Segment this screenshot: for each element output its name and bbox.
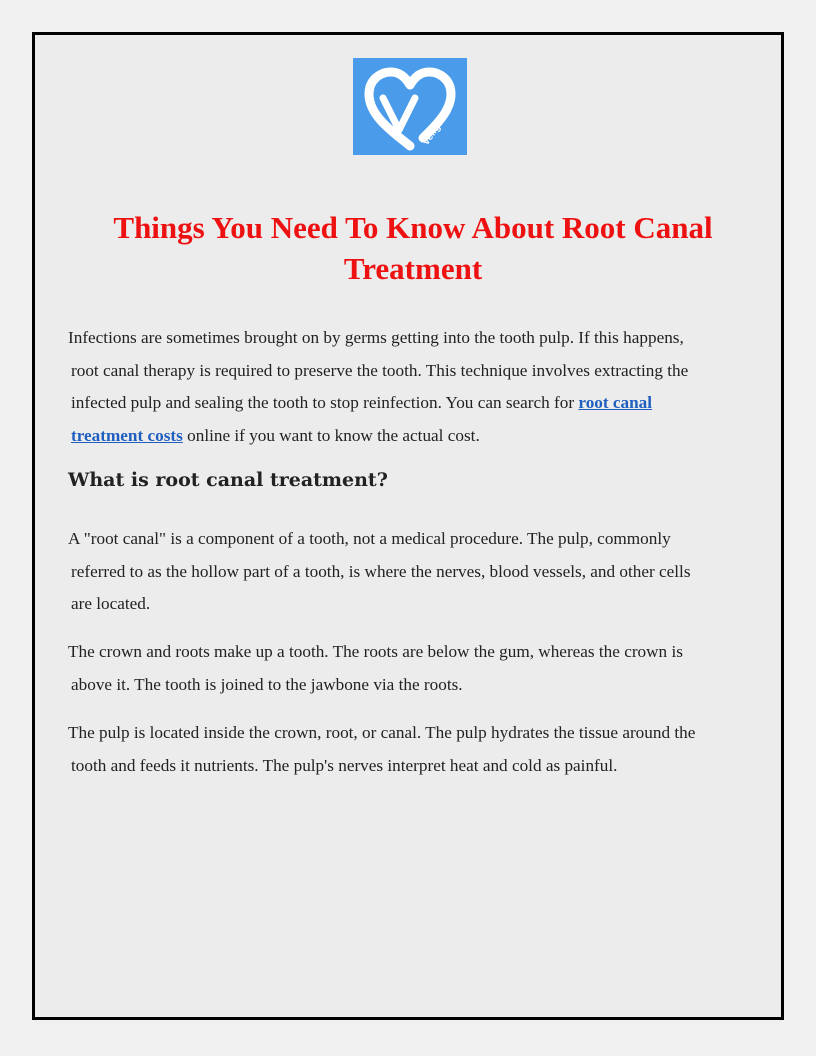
page-title bbox=[55, 207, 771, 289]
paragraph-pulp bbox=[68, 717, 758, 782]
heart-logo-icon bbox=[353, 58, 467, 155]
paragraph-root-canal-definition bbox=[68, 523, 758, 621]
p2-line-2: referred to as the hollow part of a tooth, is where the nerves, blood vessels, and other cells bbox=[71, 561, 691, 581]
p4-line-1: The pulp is located inside the crown, root, or canal. The pulp hydrates the tissue around the bbox=[68, 723, 696, 742]
intro-line-1: Infections are sometimes brought on by germs getting into the tooth pulp. If this happens, bbox=[68, 328, 684, 347]
intro-paragraph bbox=[68, 322, 758, 452]
section-heading: What is root canal treatment? bbox=[68, 469, 388, 491]
p2-line-1: A "root canal" is a component of a tooth, not a medical procedure. The pulp, commonly bbox=[68, 529, 671, 548]
p3-line-2: above it. The tooth is joined to the jawbone via the roots. bbox=[71, 674, 463, 694]
p2-line-3: are located. bbox=[71, 594, 151, 613]
intro-line-4: online if you want to know the actual cost. bbox=[182, 425, 480, 445]
root-canal-costs-link[interactable]: root canal treatment costs bbox=[71, 393, 653, 445]
logo-wordmark: Veligdan bbox=[420, 107, 454, 148]
title-line-2: Treatment bbox=[343, 251, 483, 286]
title-line-1: Things You Need To Know About Root Canal bbox=[113, 210, 713, 245]
p4-line-2: tooth and feeds it nutrients. The pulp's nerves interpret heat and cold as painful. bbox=[71, 755, 618, 775]
p3-line-1: The crown and roots make up a tooth. The roots are below the gum, whereas the crown is bbox=[68, 642, 683, 661]
page-border bbox=[32, 32, 784, 1020]
veligdan-logo bbox=[353, 58, 467, 155]
paragraph-crown-and-roots bbox=[68, 636, 758, 701]
intro-line-3: infected pulp and sealing the tooth to stop reinfection. You can search for bbox=[71, 393, 579, 412]
intro-line-2: root canal therapy is required to preserve the tooth. This technique involves extracting the bbox=[71, 360, 689, 380]
